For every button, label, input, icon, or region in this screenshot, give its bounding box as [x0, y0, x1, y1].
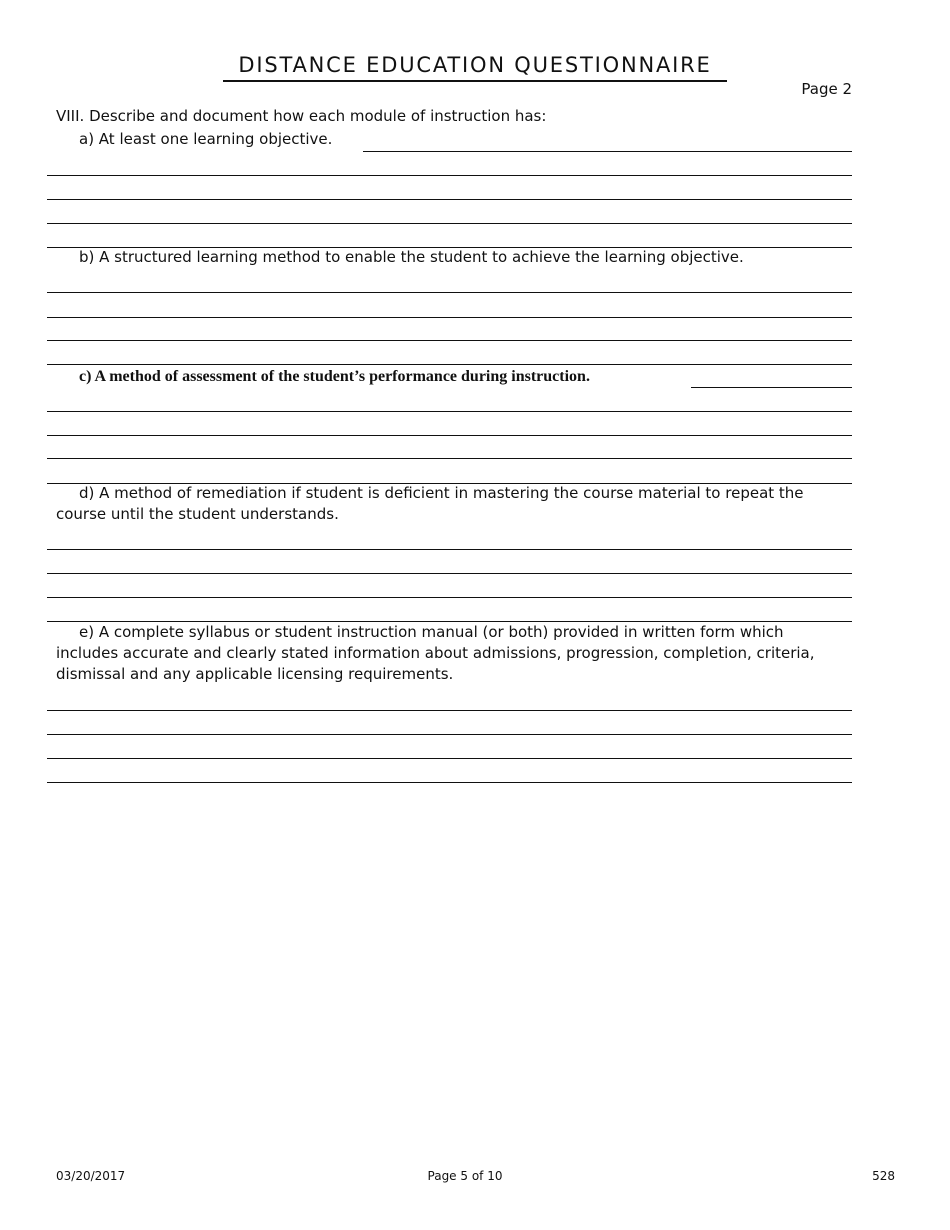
answer-line-b-3[interactable]	[47, 340, 852, 341]
item-c-label: c) A method of assessment of the student’s performance during instruction.	[79, 368, 590, 385]
answer-line-d-3[interactable]	[47, 597, 852, 598]
section-heading: VIII. Describe and document how each module of instruction has:	[56, 107, 547, 125]
answer-line-c-1[interactable]	[47, 411, 852, 412]
answer-line-c-inline[interactable]	[691, 387, 852, 388]
answer-line-c-2[interactable]	[47, 435, 852, 436]
document-title: DISTANCE EDUCATION QUESTIONNAIRE	[223, 52, 727, 82]
answer-line-e-3[interactable]	[47, 758, 852, 759]
item-e-label: e) A complete syllabus or student instruction manual (or both) provided in written form which includes accurate and clearly stated information about admissions, progression, completion, criteria, dismissal and any applicable licensing requirements.	[56, 623, 815, 683]
item-b-label: b) A structured learning method to enable the student to achieve the learning objective.	[79, 248, 744, 266]
answer-line-c-3[interactable]	[47, 458, 852, 459]
answer-line-b-1[interactable]	[47, 292, 852, 293]
answer-line-b-2[interactable]	[47, 317, 852, 318]
answer-line-a-2[interactable]	[47, 199, 852, 200]
answer-line-e-1[interactable]	[47, 710, 852, 711]
answer-line-a-3[interactable]	[47, 223, 852, 224]
answer-line-e-2[interactable]	[47, 734, 852, 735]
footer-date: 03/20/2017	[56, 1169, 126, 1183]
answer-line-d-2[interactable]	[47, 573, 852, 574]
item-d-label: d) A method of remediation if student is deficient in mastering the course material to repeat the course until the student understands.	[56, 484, 804, 523]
footer-form-number: 528	[872, 1169, 895, 1183]
footer-page-number: Page 5 of 10	[427, 1169, 503, 1183]
answer-line-b-4[interactable]	[47, 364, 852, 365]
answer-line-a-inline[interactable]	[363, 151, 852, 152]
answer-line-e-4[interactable]	[47, 782, 852, 783]
page-label: Page 2	[801, 80, 852, 98]
answer-line-a-1[interactable]	[47, 175, 852, 176]
answer-line-d-1[interactable]	[47, 549, 852, 550]
item-a-label: a) At least one learning objective.	[79, 130, 333, 148]
